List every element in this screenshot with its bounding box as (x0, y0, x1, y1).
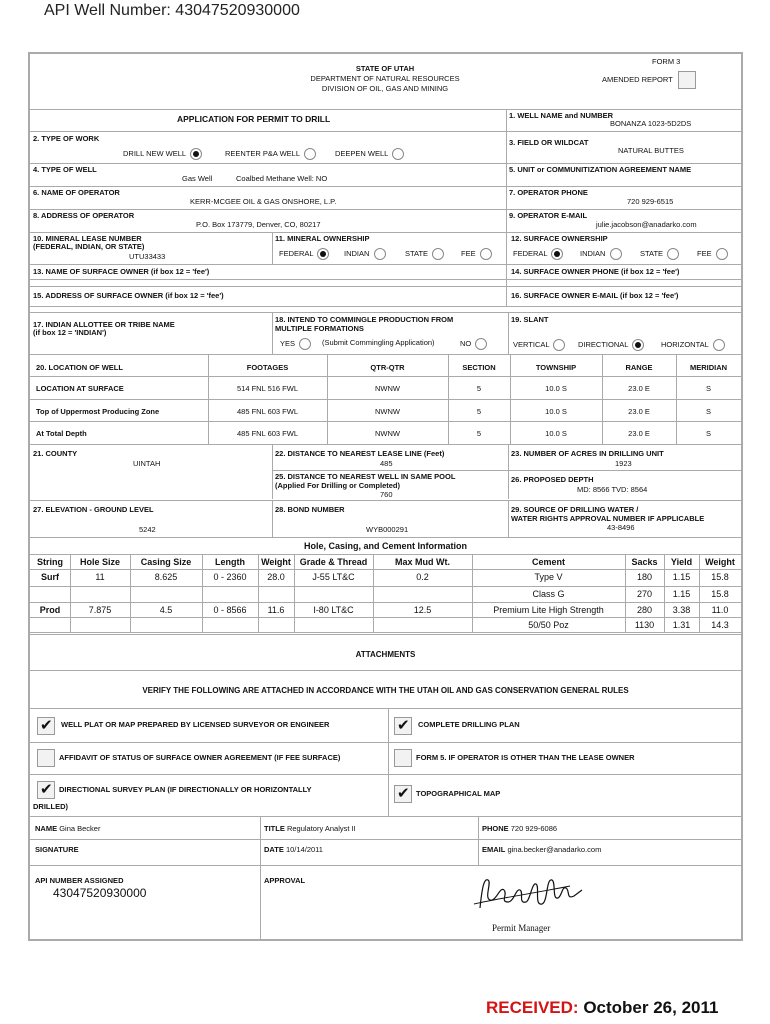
signature-image (470, 868, 590, 920)
casing-cell: 15.8 (711, 572, 729, 582)
casing-cell: Class G (532, 589, 565, 599)
casing-cell: Type V (534, 572, 563, 582)
divider (272, 470, 741, 471)
attachments-title: ATTACHMENTS (355, 650, 416, 659)
type-of-work-option[interactable] (123, 148, 202, 160)
field-21-label: 21. COUNTY (33, 449, 78, 458)
directional-survey-label: DIRECTIONAL SURVEY PLAN (IF DIRECTIONALLY OR HORIZONTALLY (59, 785, 312, 794)
field-29-label-2: WATER RIGHTS APPROVAL NUMBER IF APPLICABLE (511, 514, 705, 523)
casing-cell: 11.6 (267, 605, 285, 615)
divider (30, 421, 741, 422)
received-stamp (486, 998, 718, 1018)
divider (272, 312, 273, 354)
field-5-label: 5. UNIT or COMMUNITIZATION AGREEMENT NAME (509, 165, 692, 174)
divider (30, 632, 741, 633)
casing-cell: 4.5 (159, 605, 173, 615)
date-field (264, 845, 323, 854)
casing-cell: 0 - 2360 (213, 572, 247, 582)
email-label: EMAIL (482, 845, 506, 854)
field-22-label: 22. DISTANCE TO NEAREST LEASE LINE (Feet) (275, 449, 445, 458)
divider (388, 708, 389, 816)
coalbed-methane-value: Coalbed Methane Well: NO (236, 174, 328, 183)
location-cell: NWNW (375, 429, 400, 438)
casing-cell: 0 - 8566 (213, 605, 247, 615)
field-27-label: 27. ELEVATION - GROUND LEVEL (33, 505, 154, 514)
radio-surface-state[interactable] (667, 248, 679, 260)
divider (30, 537, 741, 538)
field-8-label: 8. ADDRESS OF OPERATOR (33, 211, 135, 220)
divider (30, 312, 741, 313)
checkbox-topographical-map[interactable] (394, 785, 412, 803)
location-header: MERIDIAN (689, 363, 728, 372)
divider (508, 312, 509, 354)
commingle-no[interactable] (460, 338, 487, 350)
divider (30, 376, 741, 377)
title-value: Regulatory Analyst II (286, 824, 356, 833)
directional-label: DIRECTIONAL (578, 339, 629, 349)
phone-label: PHONE (482, 824, 509, 833)
form-5-label: FORM 5. IF OPERATOR IS OTHER THAN THE LEASE OWNER (416, 753, 635, 762)
radio-surface-indian[interactable] (610, 248, 622, 260)
field-1-label: 1. WELL NAME and NUMBER (509, 111, 614, 120)
casing-header: Hole Size (79, 557, 120, 567)
divider (508, 444, 509, 499)
type-of-work-option[interactable] (335, 148, 404, 160)
checkbox-well-plat[interactable] (37, 717, 55, 735)
location-header: SECTION (462, 363, 496, 372)
radio-mineral-state[interactable] (432, 248, 444, 260)
field-4-label: 4. TYPE OF WELL (33, 165, 97, 174)
reenter-label: REENTER P&A WELL (225, 148, 300, 158)
casing-header: String (37, 557, 63, 567)
location-header: RANGE (625, 363, 653, 372)
divider (508, 500, 509, 537)
casing-cell: 28.0 (267, 572, 285, 582)
radio-mineral-fee[interactable] (480, 248, 492, 260)
divider (30, 634, 741, 635)
casing-header: Cement (531, 557, 565, 567)
slant-directional[interactable] (578, 339, 644, 351)
type-of-well-value: Gas Well (182, 174, 213, 183)
radio-slant-horizontal[interactable] (713, 339, 725, 351)
water-source-value: 43-8496 (607, 523, 635, 532)
divider (506, 109, 507, 301)
name-label: NAME (35, 824, 58, 833)
operator-phone-value: 720 929-6515 (627, 197, 674, 206)
casing-header: Sacks (631, 557, 658, 567)
field-25-label-2: (Applied For Drilling or Completed) (275, 481, 400, 490)
title-label: TITLE (264, 824, 285, 833)
checkbox-form-5[interactable] (394, 749, 412, 767)
radio-mineral-federal[interactable] (317, 248, 329, 260)
permit-form (28, 52, 743, 941)
title-field (264, 824, 356, 833)
location-cell: S (705, 384, 711, 393)
field-10-label-2: (FEDERAL, INDIAN, OR STATE) (33, 242, 145, 251)
location-cell: 514 FNL 516 FWL (237, 384, 298, 393)
approval-label: APPROVAL (264, 876, 306, 885)
casing-cell: 280 (636, 605, 653, 615)
radio-mineral-indian[interactable] (374, 248, 386, 260)
location-cell: S (705, 407, 711, 416)
api-assigned-value: 43047520930000 (53, 886, 147, 900)
casing-cell: J-55 LT&C (312, 572, 355, 582)
divider (30, 839, 741, 840)
directional-survey-label-2: DRILLED) (33, 802, 68, 811)
mineral-ownership-state[interactable] (405, 248, 444, 260)
surface-ownership-state[interactable] (640, 248, 679, 260)
state-title: STATE OF UTAH (355, 64, 415, 73)
date-label: DATE (264, 845, 284, 854)
location-cell: NWNW (375, 384, 400, 393)
state-label: STATE (405, 248, 429, 258)
divider (30, 186, 741, 187)
form-number: FORM 3 (652, 57, 681, 66)
county-value: UINTAH (133, 459, 161, 468)
commingle-yes[interactable] (280, 338, 311, 350)
casing-cell: 0.2 (416, 572, 429, 582)
casing-cell: 14.3 (711, 620, 729, 630)
casing-cell: 1130 (634, 620, 655, 630)
federal-label: FEDERAL (279, 248, 314, 258)
commingle-note: (Submit Commingling Application) (322, 338, 435, 347)
casing-cell: 1.31 (672, 620, 691, 630)
field-2-label: 2. TYPE OF WORK (33, 134, 100, 143)
mineral-ownership-fee[interactable] (461, 248, 492, 260)
casing-cell: 7.875 (88, 605, 112, 615)
operator-name-value: KERR-MCGEE OIL & GAS ONSHORE, L.P. (190, 197, 337, 206)
divider (30, 286, 741, 287)
mineral-ownership-federal[interactable] (279, 248, 329, 260)
drilling-plan-label: COMPLETE DRILLING PLAN (418, 720, 520, 729)
email-value: gina.becker@anadarko.com (507, 845, 602, 854)
casing-header: Max Mud Wt. (395, 557, 450, 567)
location-header: 20. LOCATION OF WELL (36, 363, 123, 372)
indian-label: INDIAN (344, 248, 370, 258)
location-cell: NWNW (375, 407, 400, 416)
state-label: STATE (640, 248, 664, 258)
field-28-label: 28. BOND NUMBER (275, 505, 345, 514)
location-cell: 485 FNL 603 FWL (237, 429, 298, 438)
casing-cell: Premium Lite High Strength (493, 605, 604, 615)
field-19-label: 19. SLANT (511, 315, 549, 324)
casing-cell: 180 (636, 572, 653, 582)
divider (272, 232, 273, 264)
divider (30, 569, 741, 570)
location-cell: 10.0 S (545, 384, 567, 393)
date-value: 10/14/2011 (285, 845, 323, 854)
nearest-well-value: 760 (380, 490, 393, 499)
radio-slant-vertical[interactable] (553, 339, 565, 351)
field-9-label: 9. OPERATOR E-MAIL (509, 211, 588, 220)
radio-surface-fee[interactable] (716, 248, 728, 260)
form-title: APPLICATION FOR PERMIT TO DRILL (177, 114, 331, 124)
radio-surface-federal[interactable] (551, 248, 563, 260)
name-value: Gina Becker (59, 824, 101, 833)
field-29-label: 29. SOURCE OF DRILLING WATER / (511, 505, 639, 514)
location-cell: 23.0 E (628, 407, 650, 416)
divider (30, 163, 741, 164)
divider (30, 399, 741, 400)
casing-cell: 11.0 (711, 605, 729, 615)
checkbox-directional-survey[interactable] (37, 781, 55, 799)
field-12-label: 12. SURFACE OWNERSHIP (511, 234, 608, 243)
divider (30, 306, 741, 307)
divider (30, 774, 741, 775)
well-plat-label: WELL PLAT OR MAP PREPARED BY LICENSED SURVEYOR OR ENGINEER (61, 720, 330, 729)
api-well-number-header: API Well Number: 43047520930000 (44, 2, 300, 19)
divider (272, 444, 273, 499)
location-cell: 5 (476, 429, 482, 438)
field-6-label: 6. NAME OF OPERATOR (33, 188, 120, 197)
api-assigned-label: API NUMBER ASSIGNED (35, 876, 124, 885)
divider (30, 500, 741, 501)
divider (30, 131, 741, 132)
divider (30, 742, 741, 743)
surface-ownership-fee[interactable] (697, 248, 728, 260)
drill-new-well-label: DRILL NEW WELL (123, 148, 186, 158)
elevation-value: 5242 (139, 525, 156, 534)
divider (30, 708, 741, 709)
proposed-depth-value: MD: 8566 TVD: 8564 (577, 485, 648, 494)
location-cell: 10.0 S (545, 429, 567, 438)
acres-value: 1923 (615, 459, 632, 468)
casing-cell: 8.625 (154, 572, 178, 582)
location-cell: S (705, 429, 711, 438)
location-row-label: LOCATION AT SURFACE (36, 384, 124, 393)
fee-label: FEE (461, 248, 476, 258)
field-17-label-2: (if box 12 = 'INDIAN') (33, 328, 107, 337)
radio-reenter[interactable] (304, 148, 316, 160)
casing-cell: 15.8 (711, 589, 729, 599)
location-row-label: Top of Uppermost Producing Zone (36, 407, 160, 416)
divider (30, 602, 741, 603)
radio-drill-new-well[interactable] (190, 148, 202, 160)
division-title: DIVISION OF OIL, GAS AND MINING (321, 84, 449, 93)
casing-string: Surf (41, 572, 59, 582)
received-label: RECEIVED: (486, 998, 579, 1017)
casing-cell: 270 (636, 589, 653, 599)
divider (30, 865, 741, 866)
casing-header: Casing Size (140, 557, 192, 567)
email-field (482, 845, 601, 854)
casing-header: Grade & Thread (299, 557, 368, 567)
department-title: DEPARTMENT OF NATURAL RESOURCES (310, 74, 460, 83)
casing-string: Prod (39, 605, 61, 615)
casing-cell: 50/50 Poz (528, 620, 569, 630)
mineral-ownership-indian[interactable] (344, 248, 386, 260)
bond-number-value: WYB000291 (366, 525, 409, 534)
casing-cell: 1.15 (672, 589, 691, 599)
fee-label: FEE (697, 248, 712, 258)
phone-field (482, 824, 557, 833)
mineral-lease-value: UTU33433 (129, 252, 166, 261)
location-cell: 23.0 E (628, 384, 650, 393)
casing-header: Weight (705, 557, 735, 567)
surface-ownership-federal[interactable] (513, 248, 563, 260)
divider (272, 500, 273, 537)
checkbox-affidavit[interactable] (37, 749, 55, 767)
name-field (35, 824, 100, 833)
casing-header: Weight (261, 557, 291, 567)
field-25-label: 25. DISTANCE TO NEAREST WELL IN SAME POOL (275, 472, 456, 481)
radio-slant-directional[interactable] (632, 339, 644, 351)
location-cell: 5 (476, 384, 482, 393)
divider (478, 816, 479, 865)
field-10-label: 10. MINERAL LEASE NUMBER (33, 234, 142, 243)
radio-deepen-well[interactable] (392, 148, 404, 160)
well-name-value: BONANZA 1023-5D2DS (610, 119, 692, 128)
divider (30, 617, 741, 618)
topographical-map-label: TOPOGRAPHICAL MAP (416, 789, 501, 798)
divider (30, 554, 741, 555)
field-11-label: 11. MINERAL OWNERSHIP (275, 234, 370, 243)
divider (30, 232, 741, 233)
field-23-label: 23. NUMBER OF ACRES IN DRILLING UNIT (511, 449, 664, 458)
field-13-label: 13. NAME OF SURFACE OWNER (if box 12 = 'fee') (33, 267, 210, 276)
field-3-label: 3. FIELD OR WILDCAT (509, 138, 589, 147)
radio-commingle-no[interactable] (475, 338, 487, 350)
divider (30, 109, 741, 110)
lease-line-value: 485 (380, 459, 393, 468)
location-cell: 5 (476, 407, 482, 416)
casing-cell: 3.38 (672, 605, 691, 615)
location-cell: 485 FNL 603 FWL (237, 407, 298, 416)
location-cell: 23.0 E (628, 429, 650, 438)
divider (30, 816, 741, 817)
location-cell: 10.0 S (545, 407, 567, 416)
permit-manager-label: Permit Manager (492, 923, 551, 933)
location-header: QTR-QTR (370, 363, 405, 372)
location-row-label: At Total Depth (36, 429, 87, 438)
deepen-well-label: DEEPEN WELL (335, 148, 389, 158)
indian-label: INDIAN (580, 248, 606, 258)
verify-statement: VERIFY THE FOLLOWING ARE ATTACHED IN ACCORDANCE WITH THE UTAH OIL AND GAS CONSERVATION GENERAL RULES (142, 686, 629, 695)
casing-cell: 12.5 (413, 605, 432, 615)
field-wildcat-value: NATURAL BUTTES (618, 146, 684, 155)
casing-cell: 1.15 (672, 572, 691, 582)
horizontal-label: HORIZONTAL (661, 339, 709, 349)
affidavit-label: AFFIDAVIT OF STATUS OF SURFACE OWNER AGREEMENT (IF FEE SURFACE) (59, 753, 341, 762)
casing-header: Yield (670, 557, 693, 567)
divider (30, 209, 741, 210)
amended-report-label: AMENDED REPORT (602, 75, 673, 84)
divider (30, 444, 741, 445)
no-label: NO (460, 338, 472, 348)
field-16-label: 16. SURFACE OWNER E-MAIL (if box 12 = 'fee') (511, 291, 679, 300)
field-17-label: 17. INDIAN ALLOTTEE OR TRIBE NAME (33, 320, 175, 329)
divider (30, 670, 741, 671)
operator-email-value: julie.jacobson@anadarko.com (596, 220, 697, 229)
location-header: FOOTAGES (246, 363, 289, 372)
divider (30, 279, 741, 280)
field-26-label: 26. PROPOSED DEPTH (511, 475, 594, 484)
divider (30, 264, 741, 265)
vertical-label: VERTICAL (513, 339, 550, 349)
casing-cell: 11 (95, 572, 105, 582)
federal-label: FEDERAL (513, 248, 548, 258)
operator-address-value: P.O. Box 173779, Denver, CO, 80217 (196, 220, 321, 229)
surface-ownership-indian[interactable] (580, 248, 622, 260)
slant-vertical[interactable] (513, 339, 565, 351)
field-18-label: 18. INTEND TO COMMINGLE PRODUCTION FROM (275, 315, 454, 324)
signature-label: SIGNATURE (35, 845, 79, 854)
phone-value: 720 929-6086 (510, 824, 558, 833)
type-of-work-option[interactable] (225, 148, 316, 160)
divider (30, 354, 741, 355)
field-15-label: 15. ADDRESS OF SURFACE OWNER (if box 12 = 'fee') (33, 291, 224, 300)
casing-title: Hole, Casing, and Cement Information (303, 541, 467, 551)
divider (260, 816, 261, 941)
field-14-label: 14. SURFACE OWNER PHONE (if box 12 = 'fee') (511, 267, 680, 276)
divider (30, 586, 741, 587)
amended-report-checkbox[interactable] (678, 71, 696, 89)
field-18-label-2: MULTIPLE FORMATIONS (275, 324, 364, 333)
casing-cell: I-80 LT&C (313, 605, 354, 615)
radio-commingle-yes[interactable] (299, 338, 311, 350)
casing-header: Length (215, 557, 245, 567)
received-date: October 26, 2011 (583, 998, 719, 1017)
yes-label: YES (280, 338, 296, 348)
slant-horizontal[interactable] (661, 339, 725, 351)
location-header: TOWNSHIP (535, 363, 577, 372)
divider (506, 286, 507, 306)
field-7-label: 7. OPERATOR PHONE (509, 188, 588, 197)
checkbox-drilling-plan[interactable] (394, 717, 412, 735)
